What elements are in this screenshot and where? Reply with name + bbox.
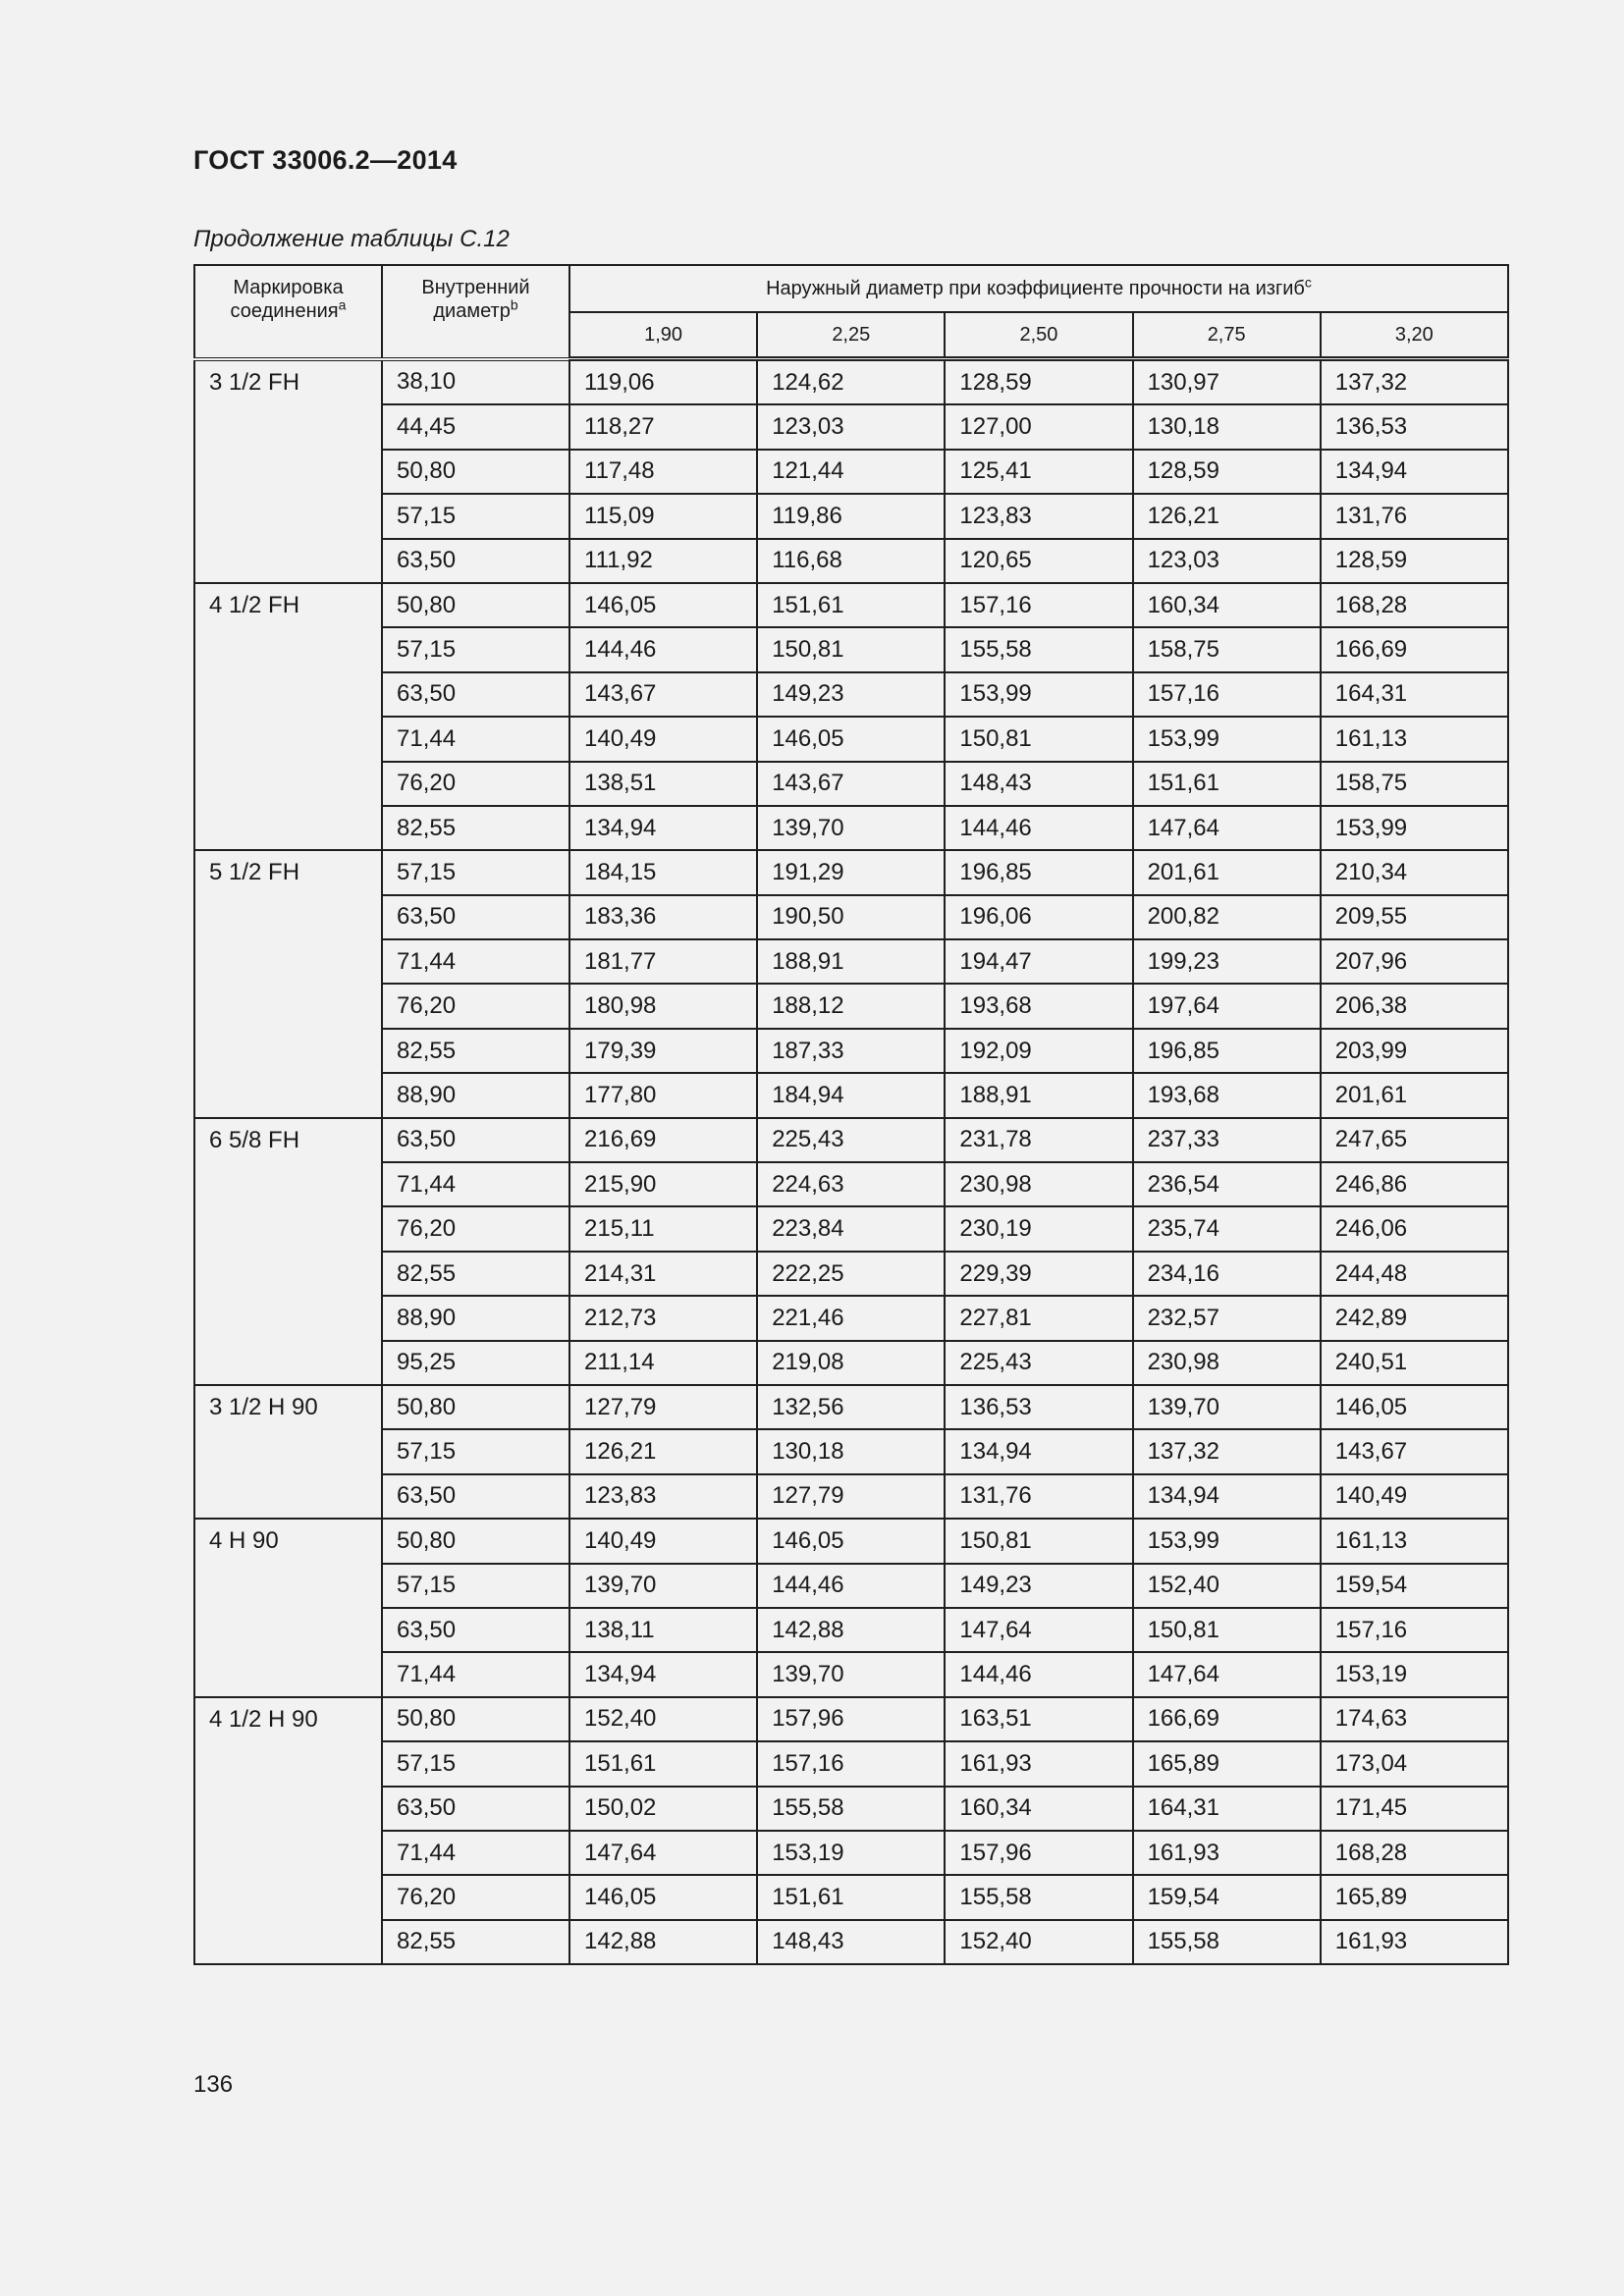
outer-diameter-cell: 146,05 (1321, 1385, 1508, 1429)
outer-diameter-cell: 111,92 (569, 539, 757, 583)
outer-diameter-cell: 157,16 (1133, 672, 1321, 717)
inner-diameter-cell: 50,80 (382, 1697, 569, 1741)
table-row (194, 1652, 1508, 1696)
inner-diameter-cell: 57,15 (382, 1741, 569, 1786)
inner-diameter-cell: 57,15 (382, 494, 569, 538)
outer-diameter-cell: 209,55 (1321, 895, 1508, 939)
table-row (194, 1875, 1508, 1919)
outer-diameter-cell: 177,80 (569, 1073, 757, 1117)
outer-diameter-cell: 142,88 (757, 1608, 945, 1652)
outer-diameter-cell: 223,84 (757, 1206, 945, 1251)
outer-diameter-cell: 165,89 (1321, 1875, 1508, 1919)
table-row (194, 1608, 1508, 1652)
outer-diameter-cell: 180,98 (569, 984, 757, 1028)
outer-diameter-cell: 155,58 (1133, 1920, 1321, 1964)
table-row (194, 1029, 1508, 1073)
outer-diameter-cell: 236,54 (1133, 1162, 1321, 1206)
table-row (194, 450, 1508, 494)
inner-diameter-cell: 63,50 (382, 1474, 569, 1519)
outer-diameter-cell: 123,03 (1133, 539, 1321, 583)
table-row (194, 1429, 1508, 1473)
outer-diameter-cell: 151,61 (1133, 762, 1321, 806)
outer-diameter-cell: 117,48 (569, 450, 757, 494)
table-row (194, 717, 1508, 761)
outer-diameter-cell: 125,41 (945, 450, 1132, 494)
table-row (194, 1296, 1508, 1340)
outer-diameter-cell: 211,14 (569, 1341, 757, 1385)
header-mark-footnote: a (338, 296, 347, 313)
table-row (194, 1831, 1508, 1875)
outer-diameter-cell: 153,99 (1133, 1519, 1321, 1563)
table-row (194, 1920, 1508, 1964)
outer-diameter-cell: 242,89 (1321, 1296, 1508, 1340)
outer-diameter-cell: 200,82 (1133, 895, 1321, 939)
outer-diameter-cell: 147,64 (1133, 1652, 1321, 1696)
outer-diameter-cell: 134,94 (1133, 1474, 1321, 1519)
inner-diameter-cell: 38,10 (382, 359, 569, 405)
outer-diameter-cell: 190,50 (757, 895, 945, 939)
inner-diameter-cell: 63,50 (382, 672, 569, 717)
inner-diameter-cell: 71,44 (382, 1652, 569, 1696)
outer-diameter-cell: 149,23 (757, 672, 945, 717)
inner-diameter-cell: 95,25 (382, 1341, 569, 1385)
outer-diameter-cell: 221,46 (757, 1296, 945, 1340)
outer-diameter-cell: 229,39 (945, 1252, 1132, 1296)
outer-diameter-cell: 157,16 (945, 583, 1132, 627)
outer-diameter-cell: 184,94 (757, 1073, 945, 1117)
outer-diameter-cell: 115,09 (569, 494, 757, 538)
outer-diameter-cell: 132,56 (757, 1385, 945, 1429)
outer-diameter-cell: 164,31 (1133, 1787, 1321, 1831)
connection-mark-cell: 6 5/8 FH (194, 1118, 382, 1385)
inner-diameter-cell: 82,55 (382, 1029, 569, 1073)
outer-diameter-cell: 128,59 (945, 359, 1132, 405)
header-inner-footnote: b (510, 296, 518, 313)
outer-diameter-cell: 144,46 (757, 1564, 945, 1608)
outer-diameter-cell: 136,53 (945, 1385, 1132, 1429)
outer-diameter-cell: 237,33 (1133, 1118, 1321, 1162)
outer-diameter-cell: 151,61 (757, 583, 945, 627)
outer-diameter-cell: 188,91 (757, 939, 945, 984)
outer-diameter-cell: 188,91 (945, 1073, 1132, 1117)
header-coefficient: 2,25 (757, 312, 945, 359)
inner-diameter-cell: 57,15 (382, 627, 569, 671)
outer-diameter-cell: 138,51 (569, 762, 757, 806)
inner-diameter-cell: 63,50 (382, 1787, 569, 1831)
outer-diameter-cell: 163,51 (945, 1697, 1132, 1741)
outer-diameter-cell: 201,61 (1133, 850, 1321, 894)
inner-diameter-cell: 71,44 (382, 1162, 569, 1206)
outer-diameter-cell: 130,97 (1133, 359, 1321, 405)
outer-diameter-cell: 123,83 (945, 494, 1132, 538)
outer-diameter-cell: 230,19 (945, 1206, 1132, 1251)
outer-diameter-cell: 150,81 (757, 627, 945, 671)
outer-diameter-cell: 147,64 (945, 1608, 1132, 1652)
outer-diameter-cell: 191,29 (757, 850, 945, 894)
outer-diameter-cell: 140,49 (1321, 1474, 1508, 1519)
table-row (194, 1118, 1508, 1162)
header-inner-label: Внутренний диаметр (421, 277, 530, 322)
outer-diameter-cell: 235,74 (1133, 1206, 1321, 1251)
outer-diameter-cell: 230,98 (945, 1162, 1132, 1206)
outer-diameter-cell: 139,70 (1133, 1385, 1321, 1429)
outer-diameter-cell: 174,63 (1321, 1697, 1508, 1741)
outer-diameter-cell: 183,36 (569, 895, 757, 939)
outer-diameter-cell: 155,58 (945, 1875, 1132, 1919)
outer-diameter-cell: 134,94 (1321, 450, 1508, 494)
table-row (194, 539, 1508, 583)
outer-diameter-cell: 159,54 (1133, 1875, 1321, 1919)
outer-diameter-cell: 197,64 (1133, 984, 1321, 1028)
outer-diameter-cell: 127,79 (757, 1474, 945, 1519)
outer-diameter-cell: 161,93 (945, 1741, 1132, 1786)
outer-diameter-cell: 168,28 (1321, 1831, 1508, 1875)
connection-mark-cell: 5 1/2 FH (194, 850, 382, 1117)
inner-diameter-cell: 50,80 (382, 1385, 569, 1429)
outer-diameter-cell: 207,96 (1321, 939, 1508, 984)
inner-diameter-cell: 57,15 (382, 1429, 569, 1473)
inner-diameter-cell: 76,20 (382, 1875, 569, 1919)
outer-diameter-cell: 246,86 (1321, 1162, 1508, 1206)
outer-diameter-cell: 143,67 (569, 672, 757, 717)
outer-diameter-cell: 150,02 (569, 1787, 757, 1831)
table-row (194, 1741, 1508, 1786)
outer-diameter-cell: 161,13 (1321, 717, 1508, 761)
outer-diameter-cell: 146,05 (757, 1519, 945, 1563)
data-table (193, 264, 1509, 1965)
outer-diameter-cell: 147,64 (569, 1831, 757, 1875)
outer-diameter-cell: 224,63 (757, 1162, 945, 1206)
table-row (194, 1385, 1508, 1429)
outer-diameter-cell: 137,32 (1321, 359, 1508, 405)
outer-diameter-cell: 234,16 (1133, 1252, 1321, 1296)
header-coefficient: 1,90 (569, 312, 757, 359)
outer-diameter-cell: 153,99 (1133, 717, 1321, 761)
outer-diameter-cell: 194,47 (945, 939, 1132, 984)
outer-diameter-cell: 166,69 (1321, 627, 1508, 671)
outer-diameter-cell: 196,85 (945, 850, 1132, 894)
outer-diameter-cell: 184,15 (569, 850, 757, 894)
outer-diameter-cell: 126,21 (1133, 494, 1321, 538)
outer-diameter-cell: 150,81 (945, 1519, 1132, 1563)
outer-diameter-cell: 231,78 (945, 1118, 1132, 1162)
table-row (194, 939, 1508, 984)
outer-diameter-cell: 131,76 (945, 1474, 1132, 1519)
outer-diameter-cell: 160,34 (945, 1787, 1132, 1831)
table-header (194, 265, 1508, 359)
outer-diameter-cell: 158,75 (1133, 627, 1321, 671)
outer-diameter-cell: 171,45 (1321, 1787, 1508, 1831)
outer-diameter-cell: 123,03 (757, 404, 945, 449)
inner-diameter-cell: 88,90 (382, 1296, 569, 1340)
inner-diameter-cell: 82,55 (382, 806, 569, 850)
table-row (194, 672, 1508, 717)
table-row (194, 1073, 1508, 1117)
outer-diameter-cell: 152,40 (945, 1920, 1132, 1964)
table-body (194, 359, 1508, 1965)
outer-diameter-cell: 157,16 (1321, 1608, 1508, 1652)
outer-diameter-cell: 144,46 (945, 1652, 1132, 1696)
outer-diameter-cell: 192,09 (945, 1029, 1132, 1073)
inner-diameter-cell: 63,50 (382, 1608, 569, 1652)
outer-diameter-cell: 158,75 (1321, 762, 1508, 806)
outer-diameter-cell: 159,54 (1321, 1564, 1508, 1608)
outer-diameter-cell: 201,61 (1321, 1073, 1508, 1117)
outer-diameter-cell: 139,70 (569, 1564, 757, 1608)
inner-diameter-cell: 76,20 (382, 1206, 569, 1251)
inner-diameter-cell: 82,55 (382, 1252, 569, 1296)
outer-diameter-cell: 225,43 (945, 1341, 1132, 1385)
inner-diameter-cell: 76,20 (382, 762, 569, 806)
outer-diameter-cell: 128,59 (1133, 450, 1321, 494)
outer-diameter-cell: 127,79 (569, 1385, 757, 1429)
header-mark-label: Маркировка соединения (230, 277, 344, 322)
outer-diameter-cell: 244,48 (1321, 1252, 1508, 1296)
outer-diameter-cell: 219,08 (757, 1341, 945, 1385)
table-row (194, 762, 1508, 806)
header-coefficient: 3,20 (1321, 312, 1508, 359)
outer-diameter-cell: 168,28 (1321, 583, 1508, 627)
outer-diameter-cell: 144,46 (945, 806, 1132, 850)
table-row (194, 895, 1508, 939)
outer-diameter-cell: 247,65 (1321, 1118, 1508, 1162)
outer-diameter-cell: 150,81 (1133, 1608, 1321, 1652)
header-outer-diameter-group (569, 265, 1508, 312)
outer-diameter-cell: 188,12 (757, 984, 945, 1028)
outer-diameter-cell: 161,93 (1321, 1920, 1508, 1964)
table-caption: Продолжение таблицы С.12 (193, 226, 510, 252)
outer-diameter-cell: 206,38 (1321, 984, 1508, 1028)
inner-diameter-cell: 63,50 (382, 539, 569, 583)
table-row (194, 850, 1508, 894)
connection-mark-cell: 4 1/2 H 90 (194, 1697, 382, 1964)
inner-diameter-cell: 63,50 (382, 1118, 569, 1162)
outer-diameter-cell: 157,96 (945, 1831, 1132, 1875)
outer-diameter-cell: 173,04 (1321, 1741, 1508, 1786)
table-row (194, 494, 1508, 538)
outer-diameter-cell: 214,31 (569, 1252, 757, 1296)
outer-diameter-cell: 119,86 (757, 494, 945, 538)
outer-diameter-cell: 157,96 (757, 1697, 945, 1741)
outer-diameter-cell: 196,06 (945, 895, 1132, 939)
inner-diameter-cell: 71,44 (382, 717, 569, 761)
outer-diameter-cell: 164,31 (1321, 672, 1508, 717)
outer-diameter-cell: 216,69 (569, 1118, 757, 1162)
table-row (194, 1206, 1508, 1251)
table-row (194, 1564, 1508, 1608)
table-row (194, 1787, 1508, 1831)
outer-diameter-cell: 232,57 (1133, 1296, 1321, 1340)
outer-diameter-cell: 153,99 (945, 672, 1132, 717)
table-row (194, 984, 1508, 1028)
inner-diameter-cell: 71,44 (382, 1831, 569, 1875)
outer-diameter-cell: 116,68 (757, 539, 945, 583)
outer-diameter-cell: 139,70 (757, 806, 945, 850)
inner-diameter-cell: 44,45 (382, 404, 569, 449)
outer-diameter-cell: 153,19 (1321, 1652, 1508, 1696)
table-row (194, 1474, 1508, 1519)
table-row (194, 359, 1508, 405)
table-row (194, 1697, 1508, 1741)
outer-diameter-cell: 119,06 (569, 359, 757, 405)
outer-diameter-cell: 240,51 (1321, 1341, 1508, 1385)
inner-diameter-cell: 50,80 (382, 583, 569, 627)
outer-diameter-cell: 138,11 (569, 1608, 757, 1652)
page-number: 136 (193, 2071, 234, 2098)
document-header: ГОСТ 33006.2—2014 (193, 145, 458, 175)
outer-diameter-cell: 203,99 (1321, 1029, 1508, 1073)
outer-diameter-cell: 222,25 (757, 1252, 945, 1296)
outer-diameter-cell: 196,85 (1133, 1029, 1321, 1073)
header-coefficient: 2,50 (945, 312, 1132, 359)
outer-diameter-cell: 139,70 (757, 1652, 945, 1696)
outer-diameter-cell: 140,49 (569, 1519, 757, 1563)
outer-diameter-cell: 230,98 (1133, 1341, 1321, 1385)
outer-diameter-cell: 152,40 (1133, 1564, 1321, 1608)
outer-diameter-cell: 137,32 (1133, 1429, 1321, 1473)
outer-diameter-cell: 140,49 (569, 717, 757, 761)
outer-diameter-cell: 143,67 (1321, 1429, 1508, 1473)
outer-diameter-cell: 134,94 (945, 1429, 1132, 1473)
outer-diameter-cell: 130,18 (1133, 404, 1321, 449)
inner-diameter-cell: 82,55 (382, 1920, 569, 1964)
header-group-footnote: c (1304, 274, 1312, 291)
outer-diameter-cell: 144,46 (569, 627, 757, 671)
outer-diameter-cell: 118,27 (569, 404, 757, 449)
table-row (194, 404, 1508, 449)
connection-mark-cell: 3 1/2 FH (194, 359, 382, 583)
outer-diameter-cell: 155,58 (945, 627, 1132, 671)
header-mark (194, 265, 382, 359)
outer-diameter-cell: 126,21 (569, 1429, 757, 1473)
connection-mark-cell: 3 1/2 H 90 (194, 1385, 382, 1519)
outer-diameter-cell: 152,40 (569, 1697, 757, 1741)
table-row (194, 1252, 1508, 1296)
header-group-label: Наружный диаметр при коэффициенте прочности на изгиб (766, 278, 1305, 299)
outer-diameter-cell: 215,11 (569, 1206, 757, 1251)
outer-diameter-cell: 124,62 (757, 359, 945, 405)
outer-diameter-cell: 227,81 (945, 1296, 1132, 1340)
inner-diameter-cell: 63,50 (382, 895, 569, 939)
inner-diameter-cell: 57,15 (382, 1564, 569, 1608)
outer-diameter-cell: 157,16 (757, 1741, 945, 1786)
outer-diameter-cell: 212,73 (569, 1296, 757, 1340)
outer-diameter-cell: 130,18 (757, 1429, 945, 1473)
outer-diameter-cell: 165,89 (1133, 1741, 1321, 1786)
outer-diameter-cell: 121,44 (757, 450, 945, 494)
inner-diameter-cell: 57,15 (382, 850, 569, 894)
outer-diameter-cell: 155,58 (757, 1787, 945, 1831)
outer-diameter-cell: 134,94 (569, 1652, 757, 1696)
outer-diameter-cell: 193,68 (1133, 1073, 1321, 1117)
outer-diameter-cell: 128,59 (1321, 539, 1508, 583)
outer-diameter-cell: 146,05 (569, 583, 757, 627)
connection-mark-cell: 4 H 90 (194, 1519, 382, 1697)
outer-diameter-cell: 146,05 (757, 717, 945, 761)
inner-diameter-cell: 50,80 (382, 450, 569, 494)
outer-diameter-cell: 151,61 (757, 1875, 945, 1919)
outer-diameter-cell: 153,19 (757, 1831, 945, 1875)
inner-diameter-cell: 50,80 (382, 1519, 569, 1563)
connection-mark-cell: 4 1/2 FH (194, 583, 382, 850)
outer-diameter-cell: 131,76 (1321, 494, 1508, 538)
outer-diameter-cell: 215,90 (569, 1162, 757, 1206)
outer-diameter-cell: 120,65 (945, 539, 1132, 583)
outer-diameter-cell: 210,34 (1321, 850, 1508, 894)
outer-diameter-cell: 142,88 (569, 1920, 757, 1964)
outer-diameter-cell: 160,34 (1133, 583, 1321, 627)
table-row (194, 1341, 1508, 1385)
outer-diameter-cell: 193,68 (945, 984, 1132, 1028)
outer-diameter-cell: 179,39 (569, 1029, 757, 1073)
outer-diameter-cell: 123,83 (569, 1474, 757, 1519)
inner-diameter-cell: 88,90 (382, 1073, 569, 1117)
header-inner-diameter (382, 265, 569, 359)
outer-diameter-cell: 148,43 (945, 762, 1132, 806)
table-row (194, 627, 1508, 671)
outer-diameter-cell: 181,77 (569, 939, 757, 984)
inner-diameter-cell: 71,44 (382, 939, 569, 984)
outer-diameter-cell: 136,53 (1321, 404, 1508, 449)
table-row (194, 806, 1508, 850)
table-row (194, 583, 1508, 627)
outer-diameter-cell: 148,43 (757, 1920, 945, 1964)
outer-diameter-cell: 161,93 (1133, 1831, 1321, 1875)
outer-diameter-cell: 127,00 (945, 404, 1132, 449)
outer-diameter-cell: 166,69 (1133, 1697, 1321, 1741)
outer-diameter-cell: 187,33 (757, 1029, 945, 1073)
outer-diameter-cell: 153,99 (1321, 806, 1508, 850)
outer-diameter-cell: 199,23 (1133, 939, 1321, 984)
outer-diameter-cell: 146,05 (569, 1875, 757, 1919)
outer-diameter-cell: 149,23 (945, 1564, 1132, 1608)
outer-diameter-cell: 246,06 (1321, 1206, 1508, 1251)
outer-diameter-cell: 150,81 (945, 717, 1132, 761)
outer-diameter-cell: 134,94 (569, 806, 757, 850)
header-coefficient: 2,75 (1133, 312, 1321, 359)
outer-diameter-cell: 161,13 (1321, 1519, 1508, 1563)
outer-diameter-cell: 225,43 (757, 1118, 945, 1162)
table-row (194, 1519, 1508, 1563)
table-row (194, 1162, 1508, 1206)
inner-diameter-cell: 76,20 (382, 984, 569, 1028)
outer-diameter-cell: 151,61 (569, 1741, 757, 1786)
outer-diameter-cell: 147,64 (1133, 806, 1321, 850)
outer-diameter-cell: 143,67 (757, 762, 945, 806)
